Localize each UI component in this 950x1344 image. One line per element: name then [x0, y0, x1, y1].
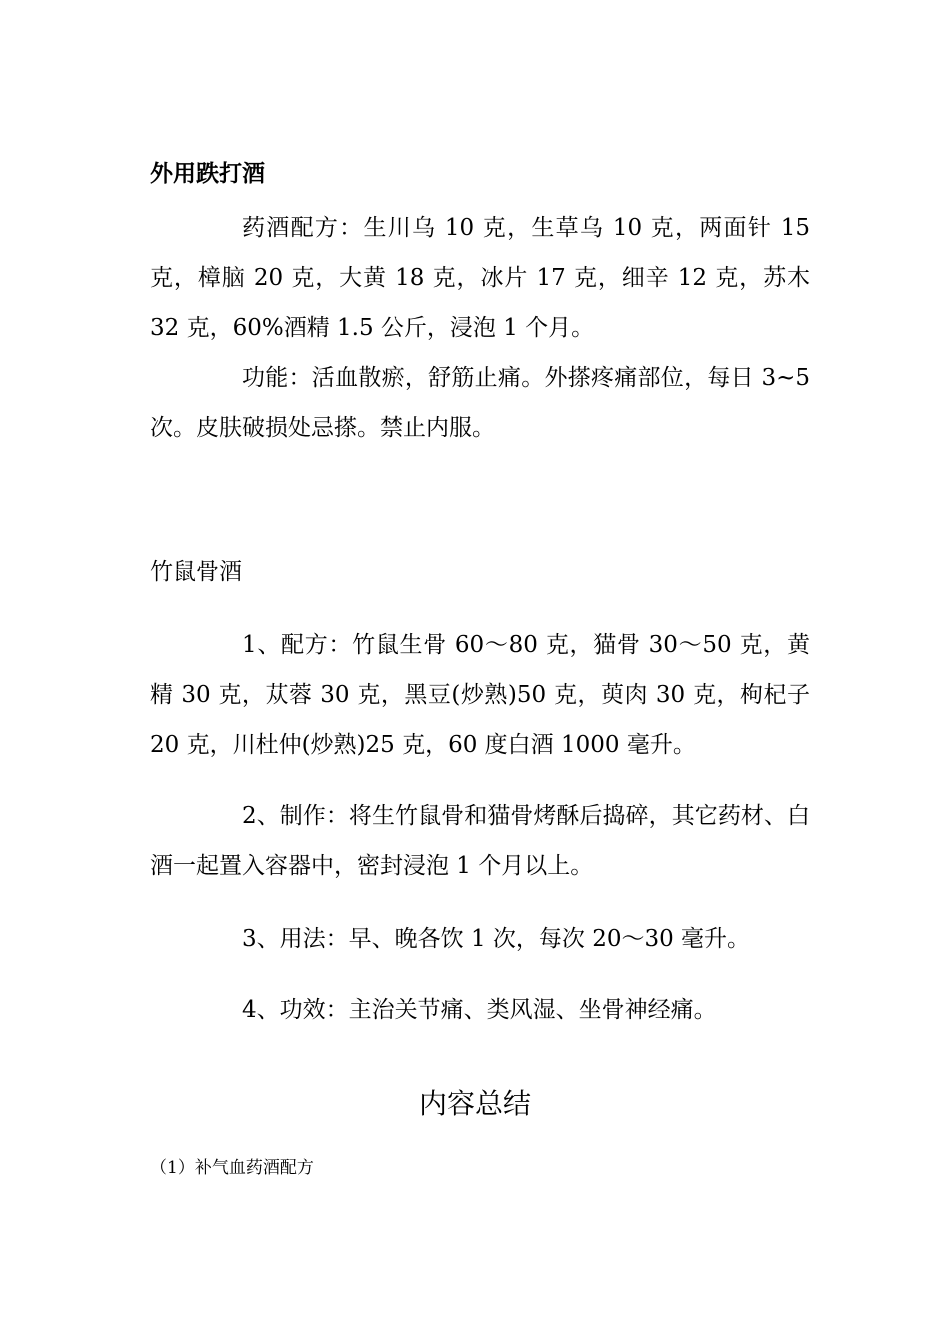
- summary-title: 内容总结: [418, 1087, 531, 1120]
- formula-paragraph: 药酒配方：生川乌 10 克，生草乌 10 克，两面针 15 克，樟脑 20 克，大黄 18 克，冰片 17 克，细辛 12 克，苏木 32 克，60%酒精 1.5 公斤，浸泡 1 个月。: [150, 215, 810, 341]
- list-item-usage: 3、用法：早、晚各饮 1 次，每次 20～30 毫升。: [242, 926, 751, 952]
- section-title-bamboo-rat-wine: 竹鼠骨酒: [150, 559, 242, 585]
- list-item-efficacy: 4、功效：主治关节痛、类风湿、坐骨神经痛。: [242, 997, 717, 1023]
- summary-item: （1）补气血药酒配方: [150, 1158, 314, 1178]
- section-title-external-wine: 外用跌打酒: [150, 160, 265, 187]
- list-item-formula: 1、配方：竹鼠生骨 60～80 克，猫骨 30～50 克，黄精 30 克，苁蓉 30 克，黑豆(炒熟)50 克，萸肉 30 克，枸杞子 20 克，川杜仲(炒熟)25 克，60 度白酒 1000 毫升。: [150, 632, 810, 758]
- function-paragraph: 功能：活血散瘀，舒筋止痛。外搽疼痛部位，每日 3~5 次。皮肤破损处忌搽。禁止内服。: [150, 365, 810, 441]
- list-item-preparation: 2、制作：将生竹鼠骨和猫骨烤酥后捣碎，其它药材、白酒一起置入容器中，密封浸泡 1 个月以上。: [150, 803, 810, 879]
